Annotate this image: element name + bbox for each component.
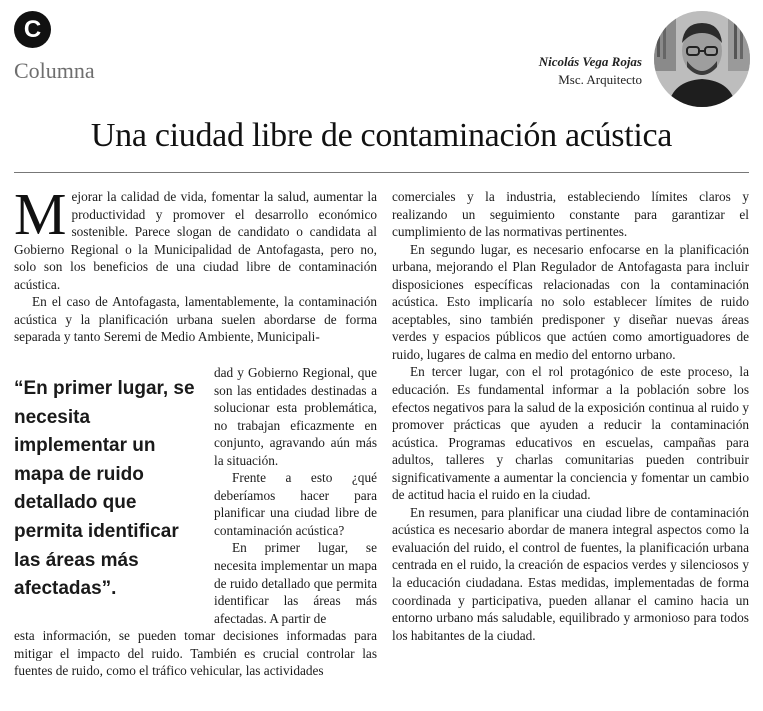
article-column-1-inset	[214, 364, 377, 627]
article-paragraph-2b: dad y Gobierno Regional, que son las entidades destinadas a solucionar esta problemática, no trabajan eficazmente en conjunto, agravando aún más la situación.	[214, 365, 377, 468]
article-paragraph-3: Frente a esto ¿qué deberíamos hacer para planificar una ciudad libre de contaminación acústica?	[214, 470, 377, 538]
headline-divider	[14, 172, 749, 173]
author-portrait-icon	[654, 11, 750, 107]
article-column-1-top	[14, 181, 377, 346]
article-paragraph-6: En tercer lugar, con el rol protagónico de este proceso, la educación. Es fundamental informar a la población sobre los efectos negativos para la salud de la exposición continua al ruido y promover prácticas que ayuden a reducir la contaminación acústica. Programas educativos en escuelas, campañas para adultos, talleres y charlas comunitarias pueden contribuir significativamente a aumentar la conciencia y fomentar un cambio de actitud hacia el ruido en la ciudad.	[392, 364, 749, 503]
column-badge: C	[14, 11, 51, 48]
author-name: Nicolás Vega Rojas	[538, 54, 642, 69]
article-column-1-bottom	[14, 627, 377, 680]
headline: Una ciudad libre de contaminación acústica	[90, 117, 673, 154]
paragraph-text: ejorar la calidad de vida, fomentar la salud, aumentar la productividad y promover el desarrollo económico sostenible. Parece slogan de candidato o candidata al Gobierno Regional o la Municipalidad de Antofagasta, pero no, solo son los beneficios de una ciudad libre de contaminación acústica.	[14, 189, 377, 292]
author-photo	[654, 11, 750, 107]
drop-cap: M	[14, 181, 67, 247]
article-paragraph-4c: comerciales y la industria, estableciendo límites claros y realizando un seguimiento constante para garantizar el cumplimiento de las normativas pertinentes.	[392, 189, 749, 240]
author-role: Msc. Arquitecto	[558, 72, 642, 87]
article-column-2	[392, 188, 749, 644]
section-label: Columna	[14, 58, 95, 83]
article-paragraph-2a: En el caso de Antofagasta, lamentablemente, la contaminación acústica y la planificación urbana suelen abordarse de forma separada y tanto Seremi de Medio Ambiente, Municipali-	[14, 294, 377, 345]
article-paragraph-4a: En primer lugar, se necesita implementar un mapa de ruido detallado que permita identificar las áreas más afectadas. A partir de	[214, 540, 377, 626]
article-paragraph-5: En segundo lugar, es necesario enfocarse en la planificación urbana, mejorando el Plan Regulador de Antofagasta para incluir disposiciones específicas relacionadas con la contaminación acústica. Esto implicaría no solo establecer límites de ruido aceptables, sino también predisponer y diseñar nuevas áreas verdes y espacios públicos que actúen como amortiguadores de ruido, lugares de calma en medio del entorno urbano.	[392, 241, 749, 362]
article-paragraph-7: En resumen, para planificar una ciudad libre de contaminación acústica es necesario abordar de manera integral aspectos como la evaluación del ruido, el control de fuentes, la planificación urbana centrada en el ruido, la creación de espacios verdes y silenciosos y la educación ciudadana. Estas medidas, implementadas de forma coordinada y participativa, pueden allanar el camino hacia un entorno urbano más saludable, equilibrado y armonioso para todos los habitantes de la ciudad.	[392, 504, 749, 643]
article-paragraph-4b: esta información, se pueden tomar decisiones informadas para mitigar el impacto del ruido. También es crucial controlar las fuentes de ruido, como el tráfico vehicular, las actividades	[14, 628, 377, 679]
article-paragraph-1	[14, 181, 377, 293]
pull-quote: “En primer lugar, se necesita implementar un mapa de ruido detallado que permita identificar las áreas más afectadas”.	[14, 378, 195, 600]
